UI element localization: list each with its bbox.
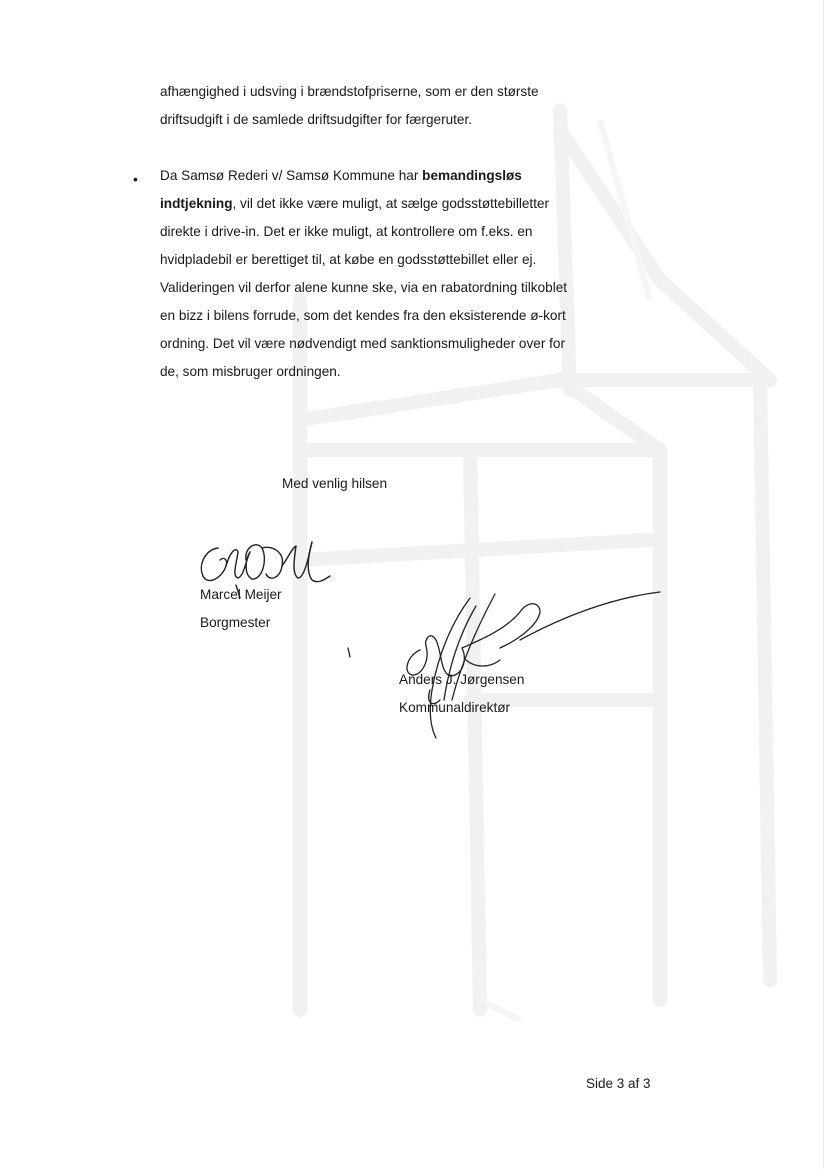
signatory-title: Borgmester xyxy=(200,615,271,630)
page-number: Side 3 af 3 xyxy=(586,1076,651,1091)
signatory-name: Anders J. Jørgensen xyxy=(399,672,525,687)
bullet-intro: Da Samsø Rederi v/ Samsø Kommune har xyxy=(160,168,423,183)
bullet-rest: , vil det ikke være muligt, at sælge godsstøttebilletter direkte i drive-in. Det er ikke muligt, at kontrollere om f.eks. en hvidpladebil er berettiget til, at købe en godsstøttebillet eller ej. Valideringen vil derfor alene kunne ske, via en rabatordning tilkoblet en bizz i bilens forrude, som det kendes fra den eksisterende ø-kort ordning. Det vil være nødvendigt med sanktionsmuligheder over for de, som misbruger ordningen. xyxy=(160,196,568,379)
bullet-bold-phrase: bemandingsløs indtjekning xyxy=(160,168,522,211)
signatory-title: Kommunaldirektør xyxy=(399,700,511,715)
closing-greeting: Med venlig hilsen xyxy=(282,476,388,491)
bullet-point-icon: • xyxy=(133,171,138,187)
signatory-director xyxy=(399,666,524,722)
continuation-text: afhængighed i udsving i brændstofpriserne, som er den største driftsudgift i de samlede driftsudgifter for færgeruter. xyxy=(160,84,539,127)
signatory-name: Marcel Meijer xyxy=(200,587,282,602)
signatory-mayor xyxy=(200,581,282,637)
